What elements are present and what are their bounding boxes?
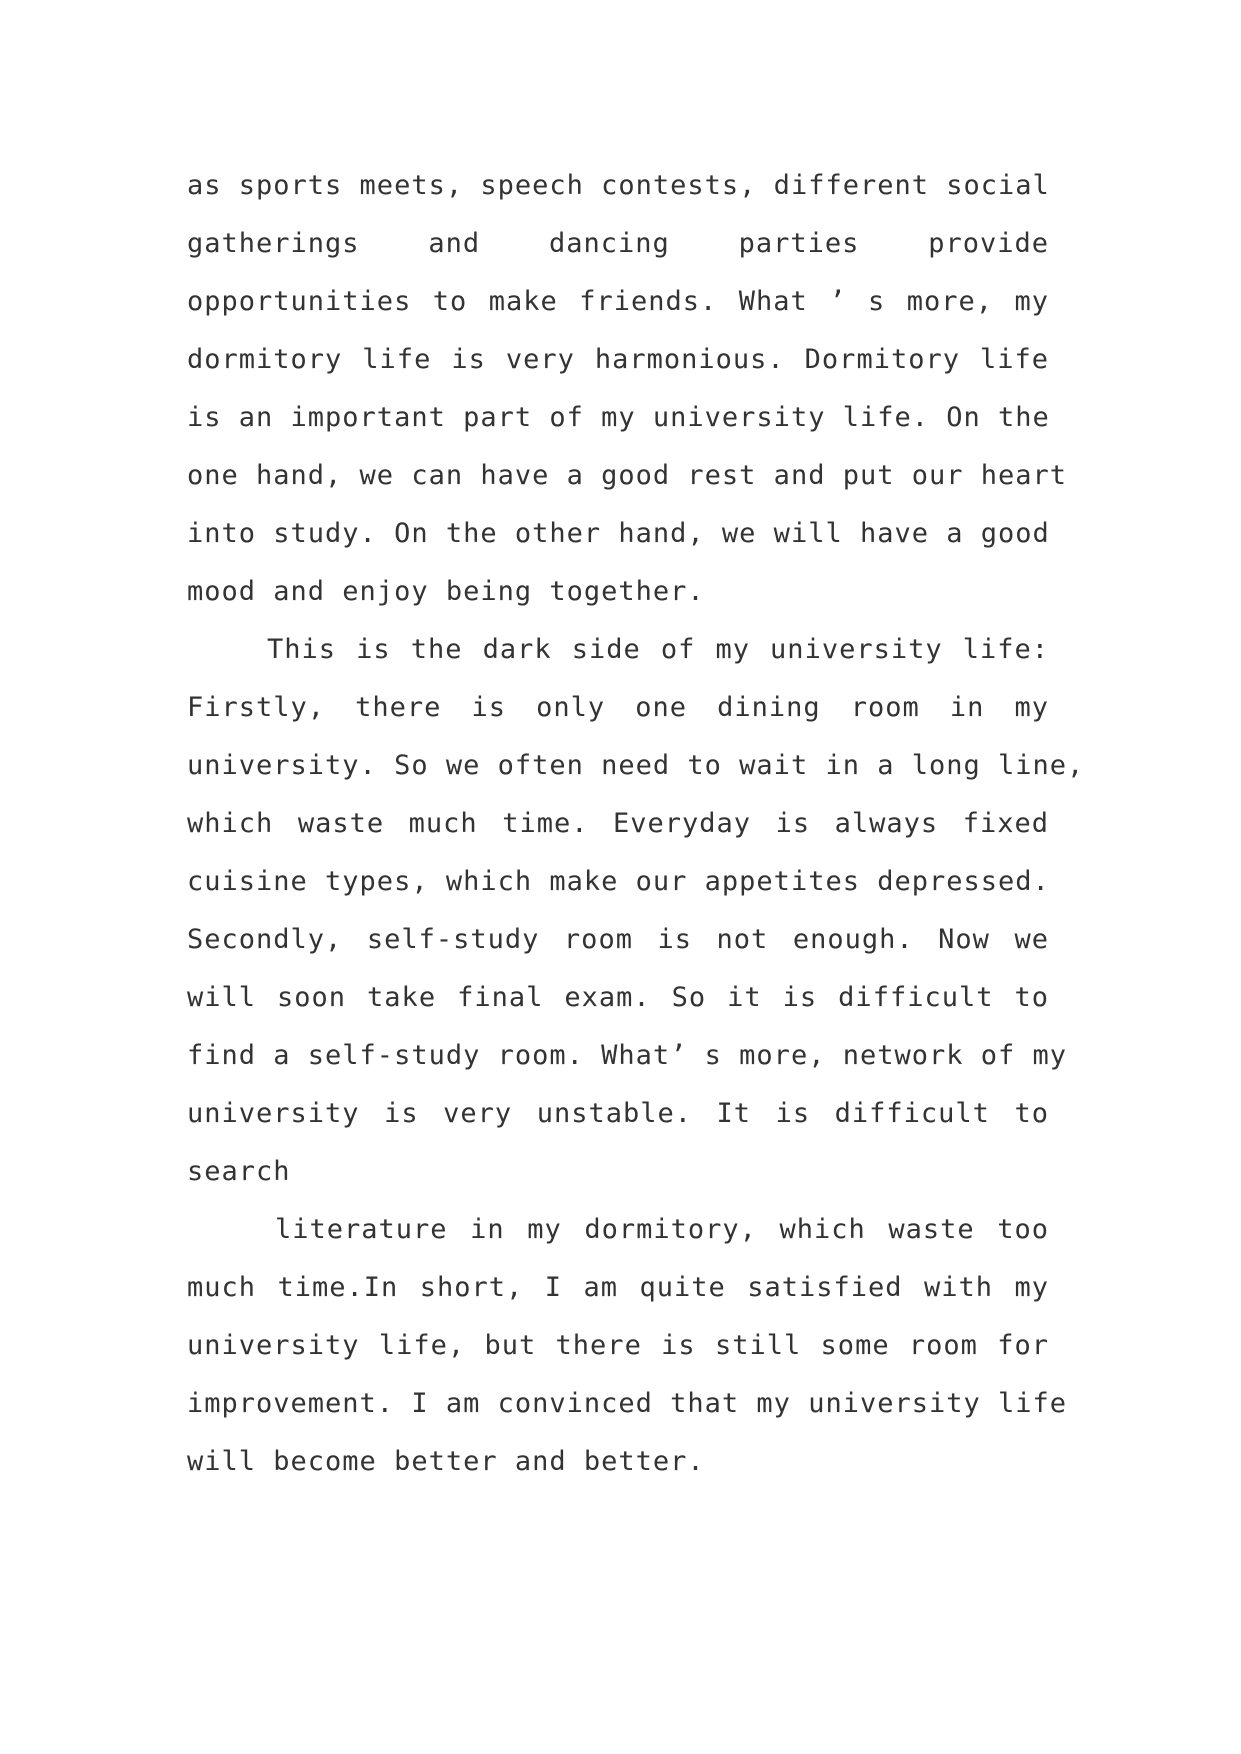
text-line: This is the dark side of my university life: [267, 634, 1049, 665]
text-line: Secondly, self-study room is not enough. Now we [187, 924, 1049, 955]
text-line: much time.In short, I am quite satisfied with my [187, 1272, 1049, 1303]
text-line: Firstly, there is only one dining room in my [187, 692, 1049, 723]
text-line: is an important part of my university life. On the [187, 402, 1050, 433]
text-line: will soon take final exam. So it is difficult to [187, 982, 1049, 1013]
text-line: university life, but there is still some room for [187, 1330, 1049, 1361]
text-line: search [187, 1156, 291, 1187]
text-line: will become better and better. [187, 1446, 705, 1477]
text-line: cuisine types, which make our appetites depressed. [187, 866, 1050, 897]
text-line: into study. On the other hand, we will have a good [187, 518, 1050, 549]
text-line: literature in my dormitory, which waste too [275, 1214, 1049, 1245]
text-line: as sports meets, speech contests, different social [187, 170, 1050, 201]
text-line: one hand, we can have a good rest and put our heart [187, 460, 1068, 491]
text-line: gatherings and dancing parties provide [187, 228, 1049, 259]
text-line: dormitory life is very harmonious. Dormitory life [187, 344, 1049, 375]
text-line: university is very unstable. It is difficult to [187, 1098, 1049, 1129]
text-line: which waste much time. Everyday is always fixed [187, 808, 1049, 839]
text-line: improvement. I am convinced that my university life [187, 1388, 1068, 1419]
text-line: mood and enjoy being together. [187, 576, 705, 607]
text-line: find a self-study room. What’ s more, network of my [187, 1040, 1068, 1071]
text-line: university. So we often need to wait in a long line, [187, 750, 1085, 781]
text-line: opportunities to make friends. What ’ s more, my [187, 286, 1049, 317]
